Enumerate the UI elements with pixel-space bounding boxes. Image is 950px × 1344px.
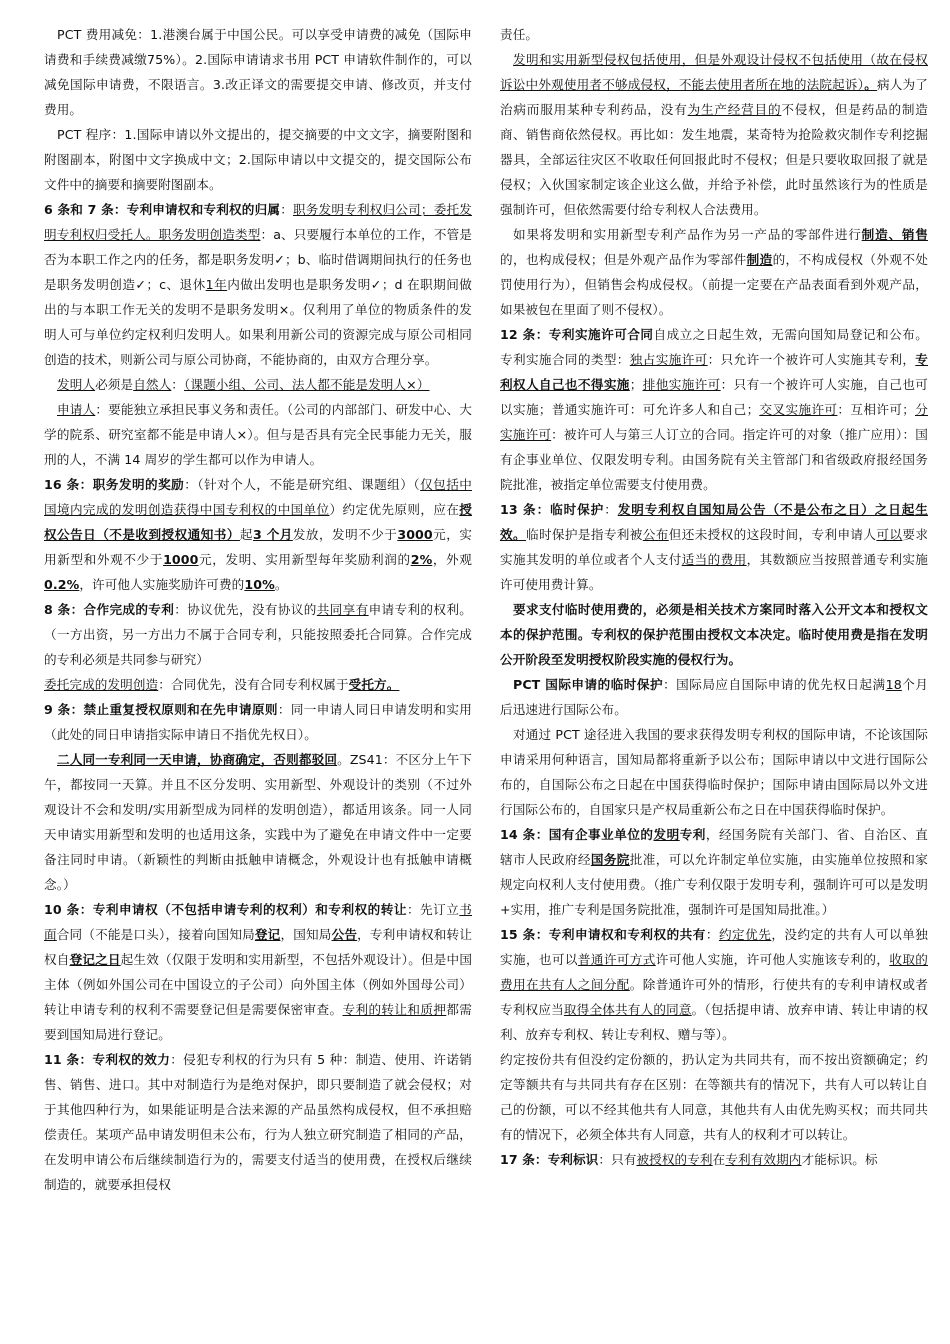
text-run: 个月后迅速进行国际公布。 — [500, 677, 928, 717]
paragraph — [500, 1147, 928, 1172]
text-run: 元，实用新型和外观不少于 — [44, 527, 472, 567]
bold-text: 13 条：临时保护 — [500, 502, 605, 517]
paragraph — [500, 222, 928, 322]
text-run: ：合同优先，没有合同专利权属于 — [158, 677, 349, 692]
underlined-text: 职务发明专利权归公司；委托发明专利权归受托人。职务发明创造类型 — [44, 202, 472, 242]
underlined-text: 书面 — [44, 902, 472, 942]
paragraph — [44, 747, 472, 897]
paragraph — [500, 1047, 928, 1147]
text-run: 如果将发明和实用新型专利产品作为另一产品的零部件进行 — [513, 227, 862, 242]
paragraph — [500, 822, 928, 922]
text-run: 病人为了治病而服用某种专利药品，没有 — [500, 77, 928, 117]
underlined-text: 专利有效期内 — [725, 1152, 802, 1167]
text-run: ：侵犯专利权的行为只有 5 种：制造、使用、许诺销售、销售、进口。其中对制造行为是绝对保护，即只要制造了就会侵权；对于其他四种行为，如果能证明是合法来源的产品虽然构成侵权，但不承担赔偿责任。某项产品申请发明但未公布，行为人独立研究制造了相同的产品，在发明申请公布后继续制造行为的，需要支付适当的使用费，在授权后继续制造的，就要承担侵权 — [44, 1052, 472, 1192]
bold-text: 11 条：专利权的效力 — [44, 1052, 171, 1067]
bold-text: 要求支付临时使用费的，必须是相关技术方案同时落入公开文本和授权文本的保护范围。专利权的保护范围由授权文本决定。临时使用费是指在发明公开阶段至发明授权阶段实施的侵权行为。 — [500, 602, 928, 667]
text-run: 临时保护是指专利被 — [525, 527, 643, 542]
paragraph — [500, 47, 928, 222]
bold-text: 授权公告日（不是收到授权通知书） — [44, 502, 472, 542]
right-column — [500, 22, 928, 1332]
paragraph — [500, 722, 928, 822]
text-run: 对通过 PCT 途径进入我国的要求获得发明专利权的国际申请，不论该国际申请采用何种语言，国知局都将重新予以公布；国际申请以中文进行国际公布的，自国际公布之日起在中国获得临时保护；国际申请由国际局以外文进行国际公布的，自国家只是产权局重新公布之日在中国获得临时保护。 — [500, 727, 928, 817]
bold-text: 10% — [244, 577, 275, 592]
bold-text: 17 条：专利标识 — [500, 1152, 599, 1167]
paragraph — [44, 1047, 472, 1197]
bold-text: 2% — [410, 552, 433, 567]
text-run: ，其数额应当按照普通专利实施许可使用费计算。 — [500, 552, 928, 592]
text-run: 必须是 — [95, 377, 134, 392]
paragraph — [500, 672, 928, 722]
text-run: ：被许可人与第三人订立的合同。指定许可的对象（推广应用）：国有企事业单位、仅限发明专利。由国务院有关主管部门和省级政府报经国务院批准，被指定单位需要支付使用费。 — [500, 427, 928, 492]
text-run: ，经国务院有关部门、省、自治区、直辖市人民政府经 — [500, 827, 928, 867]
paragraph — [44, 897, 472, 1047]
bold-text: 登记 — [254, 927, 281, 942]
text-run: 。ZS41：不区分上午下午，都按同一天算。并且不区分发明、实用新型、外观设计的类别（不过外观设计不会和发明/实用新型成为同样的发明创造），都适用该条。同一人同天申请实用新型和发明的也适用这条，实践中为了避免在申请文件中一定要备注同时申请。（新颖性的判断由抵触申请概念，外观设计也有抵触申请概念。） — [44, 752, 472, 892]
underlined-text: 交叉实施许可 — [759, 402, 838, 417]
left-column — [44, 22, 472, 1332]
text-run: ：先订立 — [406, 902, 460, 917]
text-run: 自成立之日起生效，无需向国知局登记和公布。专利实施合同的类型： — [500, 327, 928, 367]
underlined-text: 专利的转让和质押 — [342, 1002, 447, 1017]
bold-text: 制造 — [746, 252, 773, 267]
bold-text: 专利 — [679, 827, 706, 842]
text-run: ：协议优先，没有协议的 — [174, 602, 317, 617]
underlined-text: 发明和实用新型侵权包括使用，但是外观设计侵权不包括使用（故在侵权诉讼中外观使用者不够成侵权，不能去使用者所在地的法院起诉） — [500, 52, 928, 92]
text-run: 不侵权，但是药品的制造商、销售商依然侵权。再比如：发生地震，某奇特为抢险救灾制作专利挖掘器具，全部运往灾区不收取任何回报此时不侵权；但是只要收取回报了就是侵权；入伙国家制定该企业这么做，并给予补偿，此时虽然该行为的性质是强制许可，但依然需要付给专利权人合法费用。 — [500, 102, 928, 217]
underlined-text: 收取的费用在共有人之间分配 — [500, 952, 928, 992]
paragraph — [44, 22, 472, 122]
underlined-text: 可以 — [876, 527, 903, 542]
underlined-text: 约定优先 — [718, 927, 772, 942]
underlined-text: 普通许可方式 — [577, 952, 656, 967]
bold-text: 10 条：专利申请权（不包括申请专利的权利）和专利权的转让 — [44, 902, 407, 917]
bold-text: 发明专利权自国知局公告（不是公布之日）之日起生效。 — [500, 502, 928, 542]
underlined-text: 委托完成的发明创造 — [44, 677, 159, 692]
text-run: ：国际局应自国际申请的优先权日起满 — [663, 677, 886, 692]
underlined-text: 排他实施许可 — [642, 377, 721, 392]
text-run: ：同一申请人同日申请发明和实用（此处的同日申请指实际申请日不指优先权日）。 — [44, 702, 472, 742]
underlined-text: 自然人 — [133, 377, 172, 392]
underlined-text: 仅包括中国境内完成的发明创造获得中国专利权的中国单位 — [44, 477, 472, 517]
text-run: 都需要到国知局进行登记。 — [44, 1002, 472, 1042]
bold-text: 国务院 — [590, 852, 630, 867]
text-run: 起生效（仅限于发明和实用新型，不包括外观设计）。但是中国主体（例如外国公司在中国设立的子公司）向外国主体（例如外国母公司）转让申请专利的权利不需要登记但是需要保密审查。 — [44, 952, 472, 1017]
bold-text: 发明 — [653, 827, 680, 842]
text-run: ：只有一个被许可人实施，自己也可以实施；普通实施许可：可允许多人和自己； — [500, 377, 928, 417]
underlined-text: 发明人 — [57, 377, 96, 392]
bold-text: 1000 — [163, 552, 199, 567]
text-run: ，许可他人实施奖励许可费的 — [79, 577, 245, 592]
paragraph — [500, 497, 928, 597]
text-run: ； — [629, 377, 643, 392]
underlined-text: 共同享有 — [316, 602, 369, 617]
bold-text: 二人同一专利同一天申请，协商确定，否则都驳回 — [57, 752, 338, 767]
text-run: PCT 费用减免：1.港澳台属于中国公民。可以享受申请费的减免（国际申请费和手续费减缴75%）。2.国际申请请求书用 PCT 申请软件制作的，可以减免国际申请费，不限语言。3.改正译文的需要提交申请、修改页，并支付费用。 — [44, 27, 472, 117]
paragraph — [44, 372, 472, 397]
bold-text: 3 个月 — [252, 527, 293, 542]
underlined-text: 分实施许可 — [500, 402, 928, 442]
text-run: ，国知局 — [280, 927, 332, 942]
text-run: 。 — [274, 577, 288, 592]
bold-text: 受托方。 — [348, 677, 400, 692]
paragraph — [500, 322, 928, 497]
paragraph — [500, 597, 928, 672]
text-run: 。（包括提申请、放弃申请、转让申请的权利、放弃专利权、转让专利权、赠与等）。 — [500, 1002, 928, 1042]
text-run: ，外观 — [432, 552, 472, 567]
underlined-text: 1年 — [205, 277, 228, 292]
text-run: 元，发明、实用新型每年奖励利润的 — [198, 552, 411, 567]
text-run: ）约定优先原则，应在 — [329, 502, 460, 517]
text-run: 起 — [239, 527, 253, 542]
underlined-text: 为生产经营目的 — [687, 102, 782, 117]
document-page — [44, 22, 928, 1332]
paragraph — [500, 922, 928, 1047]
underlined-text: 取得全体共有人的同意 — [563, 1002, 692, 1017]
bold-text: 9 条：禁止重复授权原则和在先申请原则 — [44, 702, 278, 717]
bold-text: 3000 — [397, 527, 433, 542]
text-run: ，没约定的共有人可以单独实施，也可以 — [500, 927, 928, 967]
text-run: ：（针对个人，不能是研究组、课题组）（ — [184, 477, 421, 492]
underlined-text: 申请人 — [57, 402, 96, 417]
text-run: 约定按份共有但没约定份额的，扔认定为共同共有，而不按出资额确定；约定等额共有与共同共有存在区别：在等额共有的情况下，共有人可以转让自己的份额，可以不经其他共有人同意，其他共有人由优先购买权；而共同共有的情况下，必须全体共有人同意，共有人的权利才可以转让。 — [500, 1052, 928, 1142]
paragraph — [44, 697, 472, 747]
text-run: 许可他人实施，许可他人实施该专利的， — [655, 952, 890, 967]
text-run: ： — [280, 202, 293, 217]
text-run: 发放，发明不少于 — [292, 527, 398, 542]
bold-text: 12 条：专利实施许可合同 — [500, 327, 654, 342]
text-run: ：a、只要履行本单位的工作，不管是否为本职工作之内的任务，都是职务发明✓；b、临时借调期间执行的任务也是职务发明创造✓；c、退休 — [44, 227, 472, 292]
paragraph — [44, 197, 472, 372]
text-run: 。除普通许可外的情形，行使共有的专利申请权或者专利权应当 — [500, 977, 928, 1017]
underlined-text: 独占实施许可 — [629, 352, 708, 367]
text-run: 的，也构成侵权；但是外观产品作为零部件 — [500, 252, 747, 267]
bold-text: 公告 — [331, 927, 358, 942]
bold-text: 0.2% — [44, 577, 80, 592]
paragraph — [500, 22, 928, 47]
text-run: 的，不构成侵权（外观不处罚使用行为），但销售会构成侵权。（前提一定要在产品表面看到外观产品，如果被包在里面了则不侵权）。 — [500, 252, 928, 317]
text-run: ：互相许可； — [837, 402, 916, 417]
bold-text: 登记之日 — [69, 952, 121, 967]
paragraph — [44, 597, 472, 672]
bold-text: 制造、销售 — [861, 227, 928, 242]
text-run: 申请专利的权利。（一方出资，另一方出力不属于合同专利，只能按照委托合同算。合作完成的专利必须是共同参与研究） — [44, 602, 472, 667]
text-run: ： — [171, 377, 184, 392]
text-run: 责任。 — [500, 27, 539, 42]
paragraph — [44, 672, 472, 697]
bold-text: 。 — [864, 77, 877, 92]
text-run: ：要能独立承担民事义务和责任。（公司的内部部门、研发中心、大学的院系、研究室都不能是申请人×）。但与是否具有完全民事能力无关，服刑的人，不满 14 周岁的学生都可以作为申请人。 — [44, 402, 472, 467]
bold-text: 15 条：专利申请权和专利权的共有 — [500, 927, 706, 942]
text-run: ： — [604, 502, 618, 517]
bold-text: 8 条：合作完成的专利 — [44, 602, 175, 617]
text-run: 在 — [712, 1152, 726, 1167]
underlined-text: 公布 — [642, 527, 669, 542]
bold-text: 专利权人自己也不得实施 — [500, 352, 928, 392]
text-run: 要求实施其发明的单位或者个人支付 — [500, 527, 928, 567]
text-run: 批准，可以允许制定单位实施，由实施单位按照和家规定向权利人支付使用费。（推广专利仅限于发明专利，强制许可可以是发明+实用，推广专利是国务院批准，强制许可是国知局批准。） — [500, 852, 928, 917]
text-run: ：只允许一个被许可人实施其专利， — [707, 352, 916, 367]
underlined-text: （课题小组、公司、法人都不能是发明人×） — [183, 377, 430, 392]
text-run: ：只有 — [598, 1152, 637, 1167]
underlined-text: 适当的费用 — [681, 552, 747, 567]
text-run: PCT 程序：1.国际申请以外文提出的，提交摘要的中文文字，摘要附图和附图副本，附图中文字换成中文；2.国际申请以中文提交的，提交国际公布文件中的摘要和摘要附图副本。 — [44, 127, 472, 192]
text-run: 但还未授权的这段时间，专利申请人 — [668, 527, 877, 542]
bold-text: PCT 国际申请的临时保护 — [513, 677, 664, 692]
text-run: ： — [705, 927, 719, 942]
paragraph — [44, 472, 472, 597]
text-run: 内做出发明也是职务发明✓；d 在职期间做出的与本职工作无关的发明不是职务发明×。仅利用了单位的物质条件的发明人可与单位约定权利归发明人。如果利用新公司的资源完成与原公司相同创造的技术，则新公司与原公司协商，不能协商的，由双方合理分享。 — [44, 277, 472, 367]
paragraph — [44, 397, 472, 472]
bold-text: 14 条：国有企事业单位的 — [500, 827, 654, 842]
bold-text: 16 条：职务发明的奖励 — [44, 477, 185, 492]
underlined-text: 18 — [885, 677, 902, 692]
text-run: ，专利申请权和转让权自 — [44, 927, 472, 967]
bold-text: 6 条和 7 条：专利申请权和专利权的归属 — [44, 202, 281, 217]
text-run: 合同（不能是口头），接着向国知局 — [56, 927, 255, 942]
text-run: 才能标识。标 — [801, 1152, 878, 1167]
paragraph — [44, 122, 472, 197]
underlined-text: 被授权的专利 — [636, 1152, 713, 1167]
